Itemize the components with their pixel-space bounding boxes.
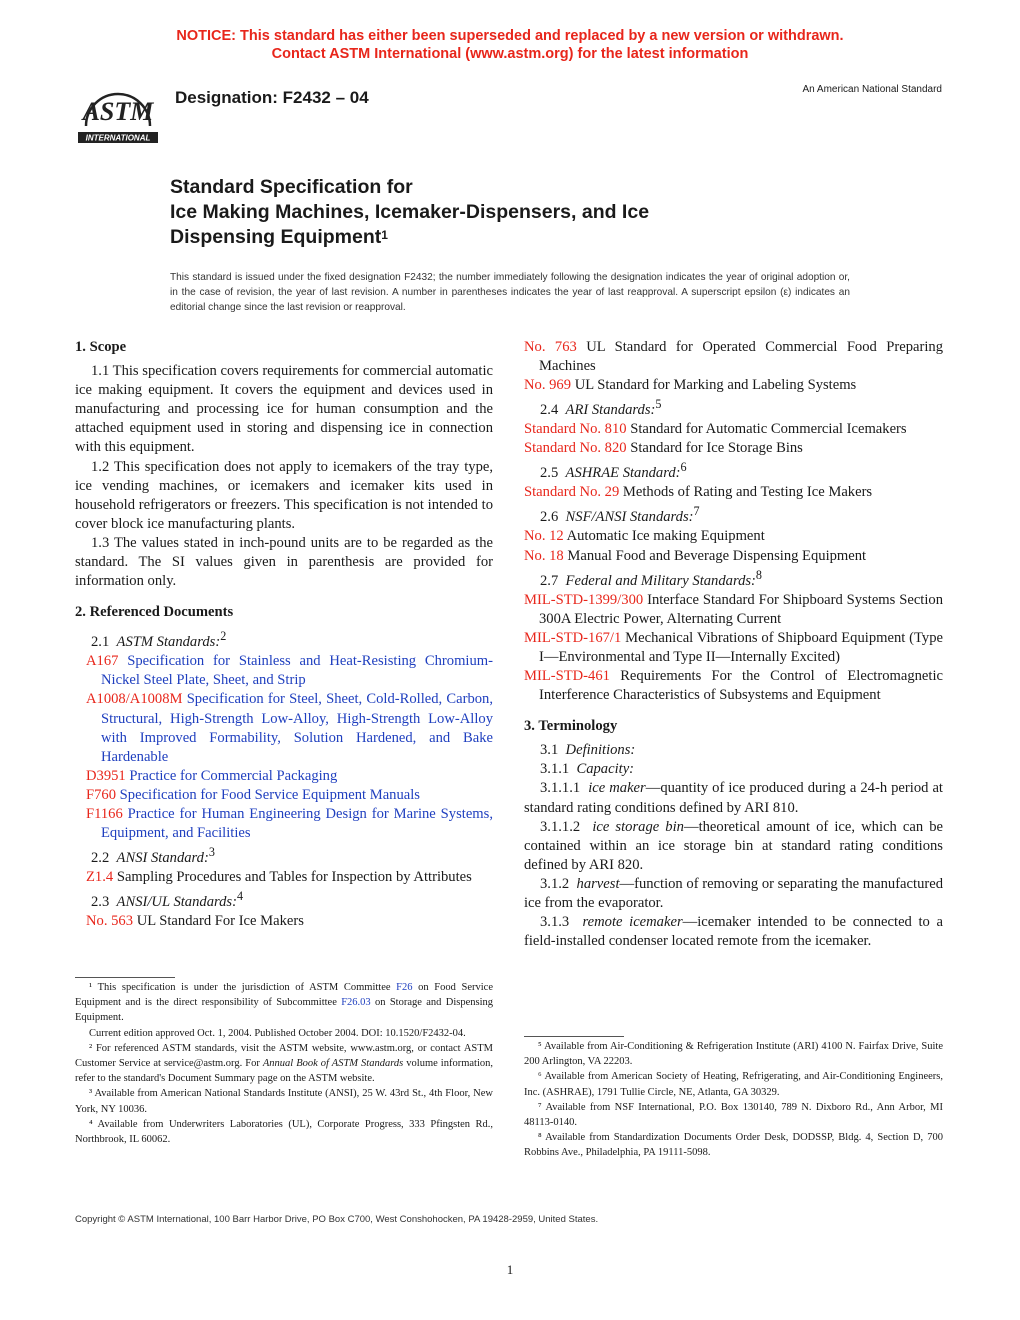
term-num: 3.1.1.2 [540,818,581,835]
ref-mil-167 [524,629,943,667]
mil-label: Federal and Military Standards: [565,572,756,589]
document-title [170,175,930,250]
scope-1-2: 1.2 This specification does not apply to icemakers of the tray type, ice vending machines, or icemakers and icemaker kits used in household refrigerators or freezers. This specification is not intended to cover block ice manufacturing plants. [75,458,493,532]
ul-standards-subhead [75,887,493,912]
ref-mil-1399 [524,591,943,629]
ref-code-link[interactable]: Standard No. 29 [524,484,620,501]
copyright-line: Copyright © ASTM International, 100 Barr Harbor Drive, PO Box C700, West Conshohocken, PA 19428-2959, United States. [75,1214,599,1225]
ref-code-link[interactable]: Standard No. 810 [524,421,627,438]
term-word: ice maker [588,780,646,797]
fn2-b: volume information, refer to the standard's Document Summary page on the ASTM website. [75,1058,493,1085]
ashrae-sup: 6 [680,460,687,475]
fn3: ³ Available from American National Standards Institute (ANSI), 25 W. 43rd St., 4th Floor, New York, NY 10036. [75,1088,493,1115]
term-word: remote icemaker [582,914,683,931]
ref-nsf-18 [524,547,943,566]
ref-ashrae-29 [524,483,943,502]
ref-code-link[interactable]: No. 563 [86,913,134,930]
fn1-c: on Storage and Dispensing Equipment. [75,997,493,1024]
term-num: 3.1.3 [540,914,570,931]
fn1-approval: Current edition approved Oct. 1, 2004. Published October 2004. DOI: 10.1520/F2432-04. [89,1027,466,1039]
title-line-3: Dispensing Equipment [170,226,382,248]
mil-standards-subhead [524,566,943,591]
term-ice-maker [524,779,943,817]
ul-num: 2.3 [91,894,110,911]
ari-standards-subhead [524,395,943,420]
designation: Designation: F2432 – 04 [175,88,369,107]
ref-title: Automatic Ice making Equipment [566,528,765,545]
ref-code-link[interactable]: No. 18 [524,547,564,564]
ref-title: Methods of Rating and Testing Ice Makers [622,484,873,501]
nsf-standards-subhead [524,502,943,527]
fn7: ⁷ Available from NSF International, P.O. Box 130140, 789 N. Dixboro Rd., Ann Arbor, MI 48113-0140. [524,1101,943,1129]
issuance-note: This standard is issued under the fixed designation F2432; the number immediately following the designation indicates the year of original adoption or, in the case of revision, the year of last revision. A number in parentheses indicates the year of last reapproval. A superscript epsilon (ε) indicates an editorial change since the last revision or reapproval. [170,272,850,313]
term-remote-icemaker [524,913,943,951]
nsf-label: NSF/ANSI Standards: [565,509,694,526]
ref-code-link[interactable]: MIL-STD-461 [524,667,610,684]
fn2-italic: Annual Book of ASTM Standards [262,1058,404,1070]
page-number: 1 [506,1262,514,1277]
ref-code-link[interactable]: MIL-STD-167/1 [524,629,622,646]
ref-title: Interface Standard For Shipboard Systems Section 300A Electric Power, Alternating Current [539,591,943,627]
fn5: ⁵ Available from Air-Conditioning & Refrigeration Institute (ARI) 4100 N. Fairfax Drive, Suite 200 Arlington, VA 22203. [524,1041,943,1068]
ref-title: Sampling Procedures and Tables for Inspection by Attributes [116,869,472,886]
term-ice-storage-bin [524,818,943,875]
scope-1-1: 1.1 This specification covers requirements for commercial automatic ice making equipment. It covers the equipment and devices used in manufacturing and processing ice for human consumption and the attached equipment used in storing and dispensing ice in connection with this equipment. [75,363,493,456]
ref-ari-810 [524,420,943,439]
ashrae-label: ASHRAE Standard: [565,465,681,482]
ref-code-link[interactable]: F1166 [86,806,123,823]
left-column [75,338,493,931]
ul-sup: 4 [236,889,244,904]
ref-f760 [75,786,493,805]
mil-sup: 8 [755,567,762,582]
ref-title-link[interactable]: Specification for Food Service Equipment Manuals [119,786,420,803]
national-standard-label: An American National Standard [802,84,942,95]
ansi-standard-subhead [75,843,493,868]
notice-line-2: Contact ASTM International (www.astm.org) for the latest information [271,46,749,62]
definitions-subhead [524,741,943,760]
term-text: —theoretical amount of ice, which can be contained within an ice storage bin at standard rating conditions defined by ARI 820. [524,818,943,873]
term-harvest [524,875,943,913]
astm-logo [76,78,160,150]
defs-num: 3.1 [540,742,559,759]
title-line-1: Standard Specification for [170,176,413,198]
astm-standards-subhead [75,627,493,652]
ref-nsf-12 [524,527,943,546]
term-text: —function of removing or separating the manufactured ice from the evaporator. [524,875,944,911]
ref-title: Mechanical Vibrations of Shipboard Equipment (Type I—Environmental and Type II—Internally Excited) [539,629,943,665]
astm-label: ASTM Standards: [116,634,221,651]
ari-sup: 5 [655,397,662,412]
ref-title-link[interactable]: Specification for Stainless and Heat-Resisting Chromium-Nickel Steel Plate, Sheet, and Strip [101,653,493,689]
ref-title: UL Standard for Operated Commercial Food Preparing Machines [539,339,943,375]
ashrae-standard-subhead [524,458,943,483]
footnote-rule [524,1036,624,1037]
ref-title: Manual Food and Beverage Dispensing Equipment [567,547,867,564]
terminology-heading: 3. Terminology [524,718,618,735]
ashrae-num: 2.5 [540,465,559,482]
ref-code-link[interactable]: No. 763 [524,339,577,355]
ari-num: 2.4 [540,402,559,419]
scope-1-3: 1.3 The values stated in inch-pound units are to be regarded as the standard. The SI values given in parenthesis are provided for information only. [75,534,493,590]
defs-label: Definitions: [565,742,636,759]
nsf-sup: 7 [693,504,700,519]
ansi-num: 2.2 [91,850,110,867]
ref-title-link[interactable]: Specification for Steel, Sheet, Cold-Rolled, Carbon, Structural, High-Strength Low-Alloy, High-Strength Low-Alloy with Improved Formability, Solution Hardened, and Bake Hardenable [101,691,493,765]
ref-title: UL Standard For Ice Makers [136,913,304,930]
logo-letters: ASTM [82,97,154,126]
capacity-subhead [524,760,943,779]
term-text: —quantity of ice produced during a 24-h period at standard rating conditions defined by ARI 810. [524,780,943,816]
ref-ari-820 [524,439,943,458]
ul-label: ANSI/UL Standards: [116,894,237,911]
ari-label: ARI Standards: [565,402,656,419]
fn8: ⁸ Available from Standardization Documents Order Desk, DODSSP, Bldg. 4, Section D, 700 Robbins Ave., Philadelphia, PA 19111-5098. [524,1132,943,1159]
fn1-b: on Food Service Equipment and is the direct responsibility of Subcommittee [75,982,493,1009]
astm-num: 2.1 [91,634,110,651]
withdrawal-notice [0,27,1020,63]
ref-code-link[interactable]: Standard No. 820 [524,440,627,457]
ref-z14 [75,868,493,887]
ref-ul-969 [524,376,943,395]
title-line-2: Ice Making Machines, Icemaker-Dispensers, and Ice [170,201,650,223]
title-footnote-mark: 1 [381,228,388,242]
fn1-committee-link[interactable]: F26 [396,982,413,993]
ref-f1166 [75,805,493,843]
logo-international: INTERNATIONAL [85,133,151,143]
fn2-a: ² For referenced ASTM standards, visit the ASTM website, www.astm.org, or contact ASTM Customer Service at service@astm.org. For [75,1042,493,1070]
term-word: ice storage bin [592,818,684,835]
term-word: harvest [576,875,620,892]
footnotes-right [524,1036,943,1161]
ref-code-link[interactable]: No. 969 [524,377,572,394]
ansi-label: ANSI Standard: [116,850,209,867]
fn1-subcommittee-link[interactable]: F26.03 [341,997,371,1009]
cap-label: Capacity: [576,761,635,778]
ref-title: Standard for Ice Storage Bins [630,440,803,457]
ansi-sup: 3 [208,845,215,860]
ref-code-link[interactable]: F760 [86,786,117,803]
ref-code-link[interactable]: D3951 [86,767,126,784]
ref-ul-763 [524,338,943,376]
ref-a1008 [75,690,493,766]
scope-heading: 1. Scope [75,339,127,355]
ref-code-link[interactable]: A167 [86,653,119,670]
ref-title: Standard for Automatic Commercial Icemakers [630,421,907,438]
fn4: ⁴ Available from Underwriters Laboratories (UL), Corporate Progress, 333 Pfingsten Rd., Northbrook, IL 60062. [75,1118,493,1146]
right-column [524,338,943,951]
term-num: 3.1.2 [540,875,570,892]
fn6: ⁶ Available from American Society of Heating, Refrigerating, and Air-Conditioning Engineers, Inc. (ASHRAE), 1791 Tullie Circle, NE, Atlanta, GA 30329. [524,1071,943,1098]
term-text: —icemaker intended to be connected to a field-installed condenser located remote from the icemaker. [524,914,943,950]
astm-sup: 2 [220,629,227,644]
ref-code-link[interactable]: Z1.4 [86,869,114,886]
ref-title: Requirements For the Control of Electromagnetic Interference Characteristics of Subsystems and Equipment [539,667,943,704]
nsf-num: 2.6 [540,509,559,526]
ref-title: UL Standard for Marking and Labeling Systems [574,377,857,394]
ref-ul-563 [75,912,493,931]
footnote-rule [75,977,175,978]
ref-title-link[interactable]: Practice for Commercial Packaging [129,767,338,784]
notice-line-1: NOTICE: This standard has either been superseded and replaced by a new version or withdrawn. [176,28,844,44]
ref-code-link[interactable]: A1008/A1008M [86,691,183,708]
ref-code-link[interactable]: MIL-STD-1399/300 [524,591,644,608]
term-num: 3.1.1.1 [540,780,581,797]
ref-a167 [75,652,493,690]
mil-num: 2.7 [540,572,559,589]
ref-mil-461 [524,667,943,705]
cap-num: 3.1.1 [540,761,570,778]
refdocs-heading: 2. Referenced Documents [75,604,234,621]
ref-d3951 [75,767,493,786]
fn1-a: ¹ This specification is under the jurisdiction of ASTM Committee [89,982,397,993]
ref-title-link[interactable]: Practice for Human Engineering Design for Marine Systems, Equipment, and Facilities [101,806,493,842]
footnotes-left [75,977,493,1147]
ref-code-link[interactable]: No. 12 [524,528,564,545]
